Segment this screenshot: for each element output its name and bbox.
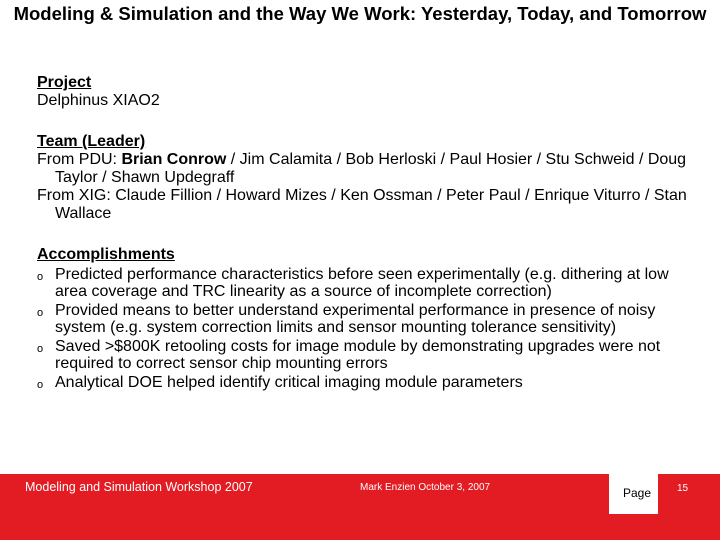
- list-item-text: Saved >$800K retooling costs for image module by demonstrating upgrades were not required to correct sensor chip mounting errors: [55, 338, 661, 372]
- list-item: [37, 339, 687, 372]
- accomplishments-list: [37, 267, 687, 392]
- footer-author-date: Mark Enzien October 3, 2007: [360, 482, 491, 493]
- project-heading: Project: [37, 74, 92, 91]
- team-pdu-leader: Brian Conrow: [121, 151, 227, 168]
- bullet-icon: o: [37, 379, 44, 391]
- bullet-icon: o: [37, 307, 44, 319]
- accomplishments-heading: Accomplishments: [37, 246, 175, 263]
- list-item-text: Predicted performance characteristics before seen experimentally (e.g. dithering at low area coverage and TRC linearity as a source of incomplete correction): [55, 266, 669, 300]
- team-heading: Team (Leader): [37, 133, 146, 150]
- team-pdu-line: [37, 151, 687, 187]
- accomplishments-section: [37, 246, 687, 392]
- slide-footer: [0, 469, 720, 540]
- slide-content: [37, 74, 687, 392]
- bullet-icon: o: [37, 343, 44, 355]
- team-xig-line: From XIG: Claude Fillion / Howard Mizes / Ken Ossman / Peter Paul / Enrique Viturro / Stan Wallace: [37, 187, 687, 222]
- page-label: Page: [623, 486, 652, 500]
- list-item: [37, 303, 687, 336]
- list-item-text: Analytical DOE helped identify critical imaging module parameters: [55, 374, 523, 391]
- team-pdu-prefix: From PDU:: [37, 151, 122, 168]
- footer-workshop-title: Modeling and Simulation Workshop 2007: [25, 480, 253, 494]
- team-section: [37, 133, 687, 223]
- list-item: [37, 375, 687, 392]
- list-item: [37, 267, 687, 300]
- page-number: 15: [677, 483, 689, 494]
- list-item-text: Provided means to better understand experimental performance in presence of noisy system (e.g. system correction limits and sensor mounting tolerance sensitivity): [55, 302, 656, 336]
- project-section: [37, 74, 687, 110]
- project-value: Delphinus XIAO2: [37, 92, 160, 109]
- team-pdu-members: / Jim Calamita / Bob Herloski / Paul Hosier / Stu Schweid / Doug Taylor / Shawn Updegraff: [55, 151, 687, 186]
- bullet-icon: o: [37, 271, 44, 283]
- slide-title: Modeling & Simulation and the Way We Work: Yesterday, Today, and Tomorrow: [13, 3, 707, 24]
